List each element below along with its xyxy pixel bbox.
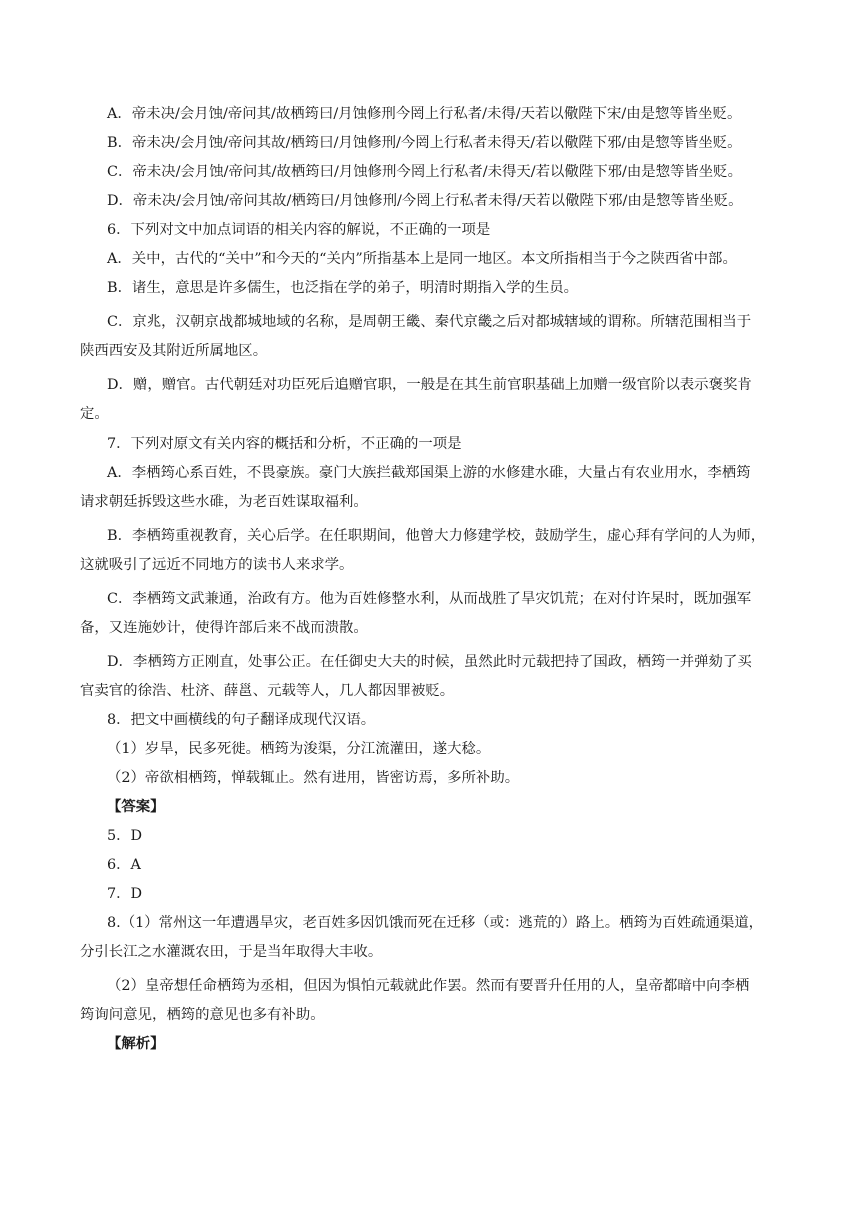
q5-option-d: D．帝未决/会月蚀/帝问其故/栖筠曰/月蚀修刑/今罔上行私者未得/天若以儆陛下邪/由是惣等皆坐贬。	[107, 193, 743, 209]
answer-8-line3: （2）皇帝想任命栖筠为丞相，但因为惧怕元载就此作罢。然而有要晋升任用的人，皇帝都暗中向李栖	[107, 978, 750, 994]
q7-option-d-line1: D．李栖筠方正刚直，处事公正。在任御史大夫的时候，虽然此时元载把持了国政，栖筠一并弹劾了买	[107, 654, 752, 670]
answer-8-line4: 筠询问意见，栖筠的意见也多有补助。	[80, 1007, 325, 1023]
q6-option-a: A．关中，古代的“关中”和今天的“关内”所指基本上是同一地区。本文所指相当于今之陕西省中部。	[107, 251, 737, 267]
q6-option-c-line1: C．京兆，汉朝京战都城地域的名称，是周朝王畿、秦代京畿之后对都城辖域的谓称。所辖范围相当于	[107, 314, 752, 330]
q7-option-c-line1: C．李栖筠文武兼通，治政有方。他为百姓修整水利，从而战胜了旱灾饥荒；在对付许杲时，既加强军	[107, 591, 752, 607]
answer-8-line2: 分引长江之水灌溉农田，于是当年取得大丰收。	[80, 944, 383, 960]
q7-option-d-line2: 官卖官的徐浩、杜济、薛邕、元载等人，几人都因罪被贬。	[80, 683, 455, 699]
q8-sentence-1: （1）岁旱，民多死徙。栖筠为浚渠，分江流灌田，遂大稔。	[107, 741, 491, 757]
q7-option-c-line2: 备，又连施妙计，使得许部后来不战而溃散。	[80, 620, 368, 636]
q8-stem: 8．把文中画横线的句子翻译成现代汉语。	[107, 712, 376, 728]
q5-option-c: C．帝未决/会月蚀/帝问其/故栖筠曰/月蚀修刑今罔上行私者/未得天/若以儆陛下邪/由是惣等皆坐贬。	[107, 164, 742, 180]
answer-7: 7．D	[107, 886, 143, 902]
q6-option-c-line2: 陕西西安及其附近所属地区。	[80, 343, 268, 359]
q6-option-d-line1: D．赠，赠官。古代朝廷对功臣死后追赠官职，一般是在其生前官职基础上加赠一级官阶以表示褒奖肯	[107, 377, 752, 393]
answer-5: 5．D	[107, 828, 143, 844]
q6-option-d-line2: 定。	[80, 406, 109, 422]
q7-option-a-line2: 请求朝廷拆毁这些水碓，为老百姓谋取福利。	[80, 494, 368, 510]
q5-option-b: B．帝未决/会月蚀/帝问其故/栖筠曰/月蚀修刑/今罔上行私者未得天/若以儆陛下邪/由是惣等皆坐贬。	[107, 135, 742, 151]
q5-option-a: A．帝未决/会月蚀/帝问其/故栖筠曰/月蚀修刑今罔上行私者/未得/天若以儆陛下宋/由是惣等皆坐贬。	[107, 106, 742, 122]
q6-stem: 6．下列对文中加点词语的相关内容的解说，不正确的一项是	[107, 222, 491, 238]
q6-option-b: B．诸生，意思是许多儒生，也泛指在学的弟子，明清时期指入学的生员。	[107, 280, 579, 296]
answer-6: 6．A	[107, 857, 141, 873]
q7-option-b-line1: B．李栖筠重视教育，关心后学。在任职期间，他曾大力修建学校，鼓励学生，虚心拜有学问的人为师，	[107, 528, 766, 544]
answer-8-line1: 8.（1）常州这一年遭遇旱灾，老百姓多因饥饿而死在迁移（或：逃荒的）路上。栖筠为百姓疏通渠道，	[107, 915, 764, 931]
q7-option-a-line1: A．李栖筠心系百姓，不畏豪族。豪门大族拦截郑国渠上游的水修建水碓，大量占有农业用水，李栖筠	[107, 465, 751, 481]
q7-stem: 7．下列对原文有关内容的概括和分析，不正确的一项是	[107, 436, 462, 452]
q8-sentence-2: （2）帝欲相栖筠，惮载辄止。然有进用，皆密访焉，多所补助。	[107, 770, 520, 786]
analysis-heading: 【解析】	[107, 1035, 165, 1052]
answer-heading: 【答案】	[107, 798, 165, 815]
q7-option-b-line2: 这就吸引了远近不同地方的读书人来求学。	[80, 557, 354, 573]
